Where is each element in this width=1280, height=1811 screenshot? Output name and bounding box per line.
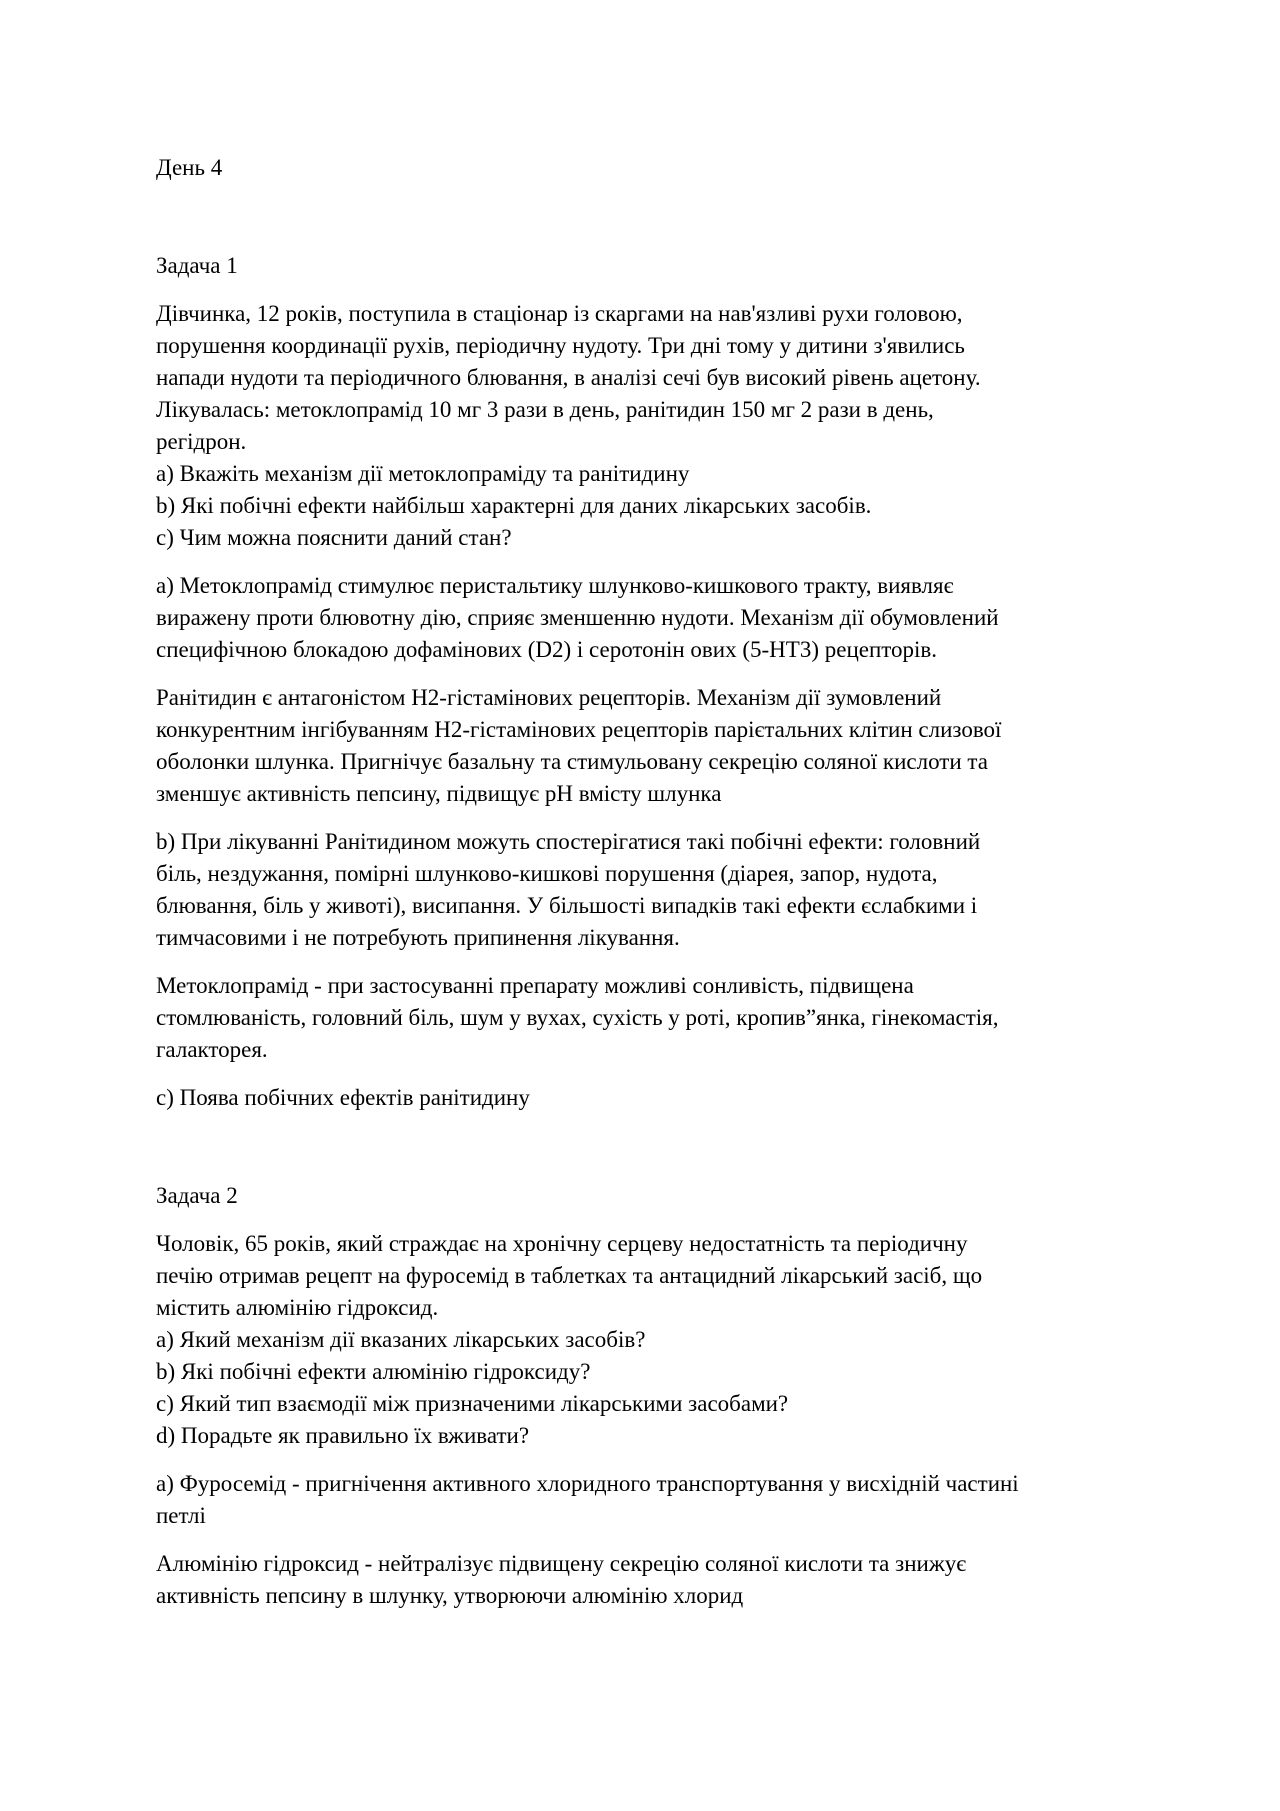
answer-line: блювання, біль у животі), висипання. У більшості випадків такі ефекти єслабкими і <box>156 893 978 918</box>
task-1-answer-a-ranitidine <box>156 682 1136 810</box>
answer-line: Алюмінію гідроксид - нейтралізує підвищену секрецію соляної кислоти та знижує <box>156 1551 967 1576</box>
task-1-answer-b-ranitidine <box>156 826 1136 954</box>
answer-line: тимчасовими і не потребують припинення лікування. <box>156 925 680 950</box>
task-2-title: Задача 2 <box>156 1183 238 1208</box>
answer-line: Метоклопрамід - при застосуванні препарату можливі сонливість, підвищена <box>156 973 914 998</box>
task-1-answer-a-metoclopramide <box>156 570 1136 666</box>
condition-line: Лікувалась: метоклопрамід 10 мг 3 рази в день, ранітидин 150 мг 2 рази в день, <box>156 397 934 422</box>
answer-line: петлі <box>156 1503 206 1528</box>
condition-line: порушення координації рухів, періодичну нудоту. Три дні тому у дитини з'явились <box>156 333 965 358</box>
answer-line: виражену проти блювотну дію, сприяє зменшенню нудоти. Механізм дії обумовлений <box>156 605 999 630</box>
answer-line: оболонки шлунка. Пригнічує базальну та стимульовану секрецію соляної кислоти та <box>156 749 988 774</box>
condition-line: напади нудоти та періодичного блювання, в аналізі сечі був високий рівень ацетону. <box>156 365 981 390</box>
section-spacer <box>156 1130 1136 1180</box>
answer-line: конкурентним інгібуванням Н2-гістамінових рецепторів парієтальних клітин слизової <box>156 717 1002 742</box>
answer-line: Ранітидин є антагоністом Н2-гістамінових рецепторів. Механізм дії зумовлений <box>156 685 942 710</box>
task-2 <box>156 1180 1136 1612</box>
task-1 <box>156 250 1136 1114</box>
answer-line: c) Поява побічних ефектів ранітидину <box>156 1085 530 1110</box>
condition-line: Чоловік, 65 років, який страждає на хронічну серцеву недостатність та періодичну <box>156 1231 968 1256</box>
condition-line: Дівчинка, 12 років, поступила в стаціонар із скаргами на нав'язливі рухи головою, <box>156 301 963 326</box>
question-d: d) Порадьте як правильно їх вживати? <box>156 1423 530 1448</box>
day-title: День 4 <box>156 155 223 180</box>
answer-line: активність пепсину в шлунку, утворюючи алюмінію хлорид <box>156 1583 744 1608</box>
task-1-answer-b-metoclopramide <box>156 970 1136 1066</box>
answer-line: галакторея. <box>156 1037 268 1062</box>
answer-line: стомлюваність, головний біль, шум у вухах, сухість у роті, кропив”янка, гінекомастія, <box>156 1005 999 1030</box>
answer-line: a) Фуросемід - пригнічення активного хлоридного транспортування у висхідній частині <box>156 1471 1019 1496</box>
task-2-condition <box>156 1228 1136 1452</box>
condition-line: печію отримав рецепт на фуросемід в таблетках та антацидний лікарський засіб, що <box>156 1263 983 1288</box>
question-a: a) Вкажіть механізм дії метоклопраміду та ранітидину <box>156 461 690 486</box>
question-c: c) Який тип взаємодії між призначеними лікарськими засобами? <box>156 1391 789 1416</box>
question-c: c) Чим можна пояснити даний стан? <box>156 525 512 550</box>
condition-line: регідрон. <box>156 429 247 454</box>
task-2-answer-a-furosemide <box>156 1468 1136 1532</box>
question-b: b) Які побічні ефекти алюмінію гідроксиду? <box>156 1359 591 1384</box>
task-2-answer-a-aluminium <box>156 1548 1136 1612</box>
task-1-title: Задача 1 <box>156 253 238 278</box>
task-1-answer-c <box>156 1082 1136 1114</box>
answer-line: a) Метоклопрамід стимулює перистальтику шлунково-кишкового тракту, виявляє <box>156 573 954 598</box>
answer-line: зменшує активність пепсину, підвищує рН вмісту шлунка <box>156 781 722 806</box>
document-page <box>156 152 1136 1628</box>
answer-line: b) При лікуванні Ранітидином можуть спостерігатися такі побічні ефекти: головний <box>156 829 981 854</box>
question-a: a) Який механізм дії вказаних лікарських засобів? <box>156 1327 646 1352</box>
condition-line: містить алюмінію гідроксид. <box>156 1295 439 1320</box>
answer-line: біль, нездужання, помірні шлунково-кишкові порушення (діарея, запор, нудота, <box>156 861 938 886</box>
question-b: b) Які побічні ефекти найбільш характерні для даних лікарських засобів. <box>156 493 872 518</box>
answer-line: специфічною блокадою дофамінових (D2) і серотонін ових (5-НТ3) рецепторів. <box>156 637 938 662</box>
task-1-condition <box>156 298 1136 554</box>
